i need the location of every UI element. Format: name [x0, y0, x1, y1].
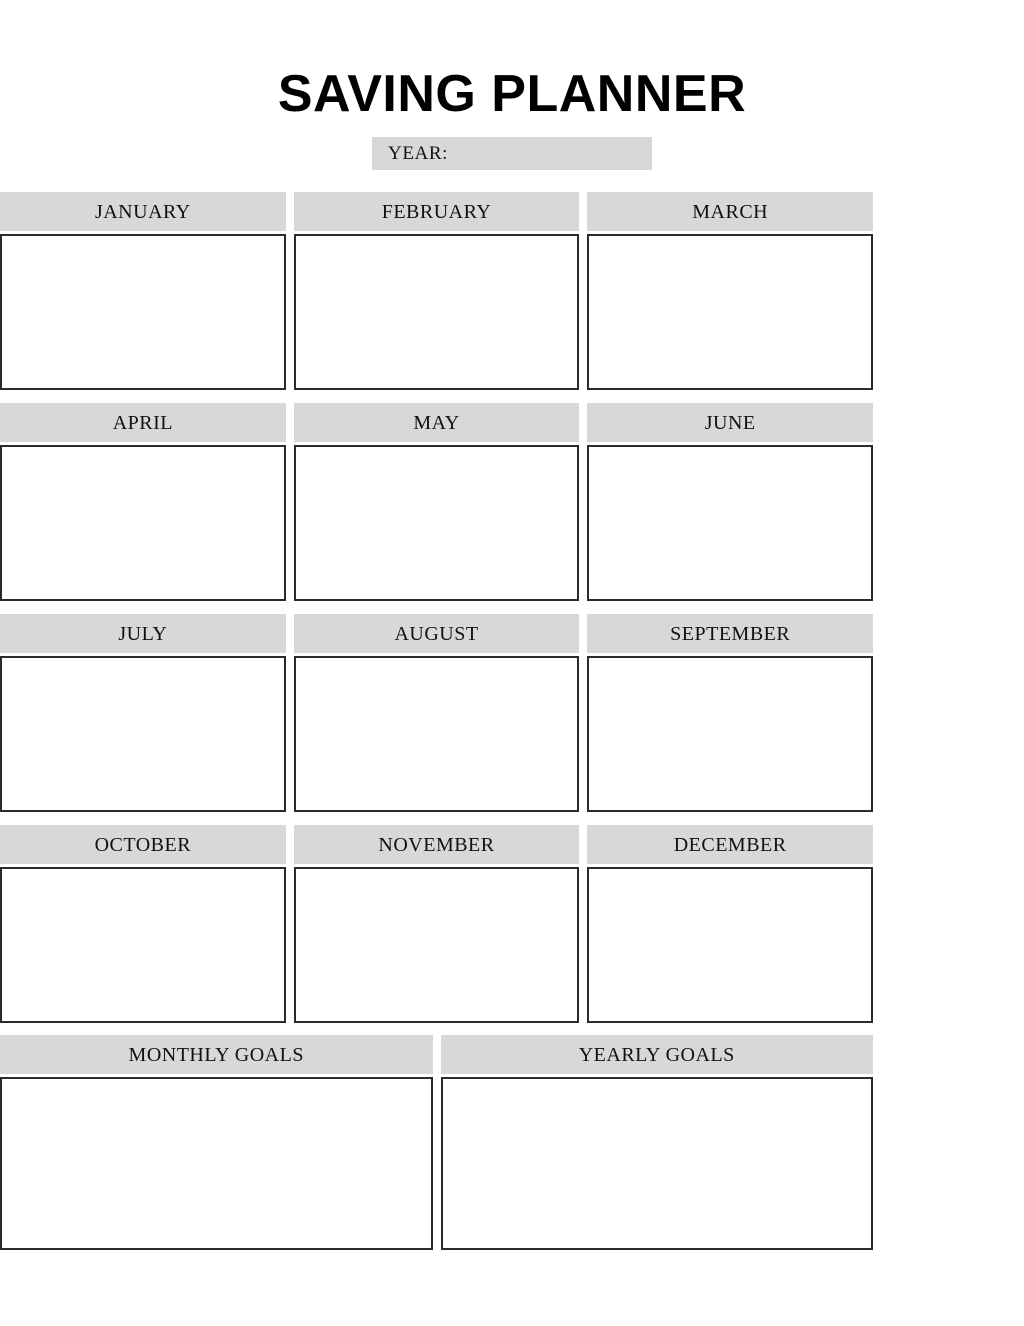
month-box-september[interactable] [587, 656, 873, 812]
month-header-december [587, 825, 873, 864]
goals-header-yearly [441, 1035, 874, 1074]
month-box-january[interactable] [0, 234, 286, 390]
month-header-november [294, 825, 580, 864]
month-header-row-3 [0, 614, 873, 653]
goals-header-label: YEARLY GOALS [578, 1043, 735, 1066]
month-box-november[interactable] [294, 867, 580, 1023]
month-header-label: DECEMBER [673, 833, 787, 856]
goals-box-monthly[interactable] [0, 1077, 433, 1250]
month-box-october[interactable] [0, 867, 286, 1023]
month-box-march[interactable] [587, 234, 873, 390]
goals-box-row [0, 1077, 873, 1250]
month-header-row-4 [0, 825, 873, 864]
month-header-february [294, 192, 580, 231]
month-header-label: MARCH [692, 200, 769, 223]
month-box-june[interactable] [587, 445, 873, 601]
goals-box-yearly[interactable] [441, 1077, 874, 1250]
month-box-august[interactable] [294, 656, 580, 812]
month-box-december[interactable] [587, 867, 873, 1023]
month-header-row-2 [0, 403, 873, 442]
goals-header-label: MONTHLY GOALS [128, 1043, 304, 1066]
month-header-label: AUGUST [394, 622, 479, 645]
month-header-june [587, 403, 873, 442]
month-header-september [587, 614, 873, 653]
month-header-july [0, 614, 286, 653]
month-box-row-3 [0, 656, 873, 812]
month-header-october [0, 825, 286, 864]
month-header-label: FEBRUARY [381, 200, 492, 223]
month-header-label: JUNE [704, 411, 756, 434]
month-header-label: OCTOBER [94, 833, 192, 856]
month-box-july[interactable] [0, 656, 286, 812]
month-header-label: MAY [413, 411, 460, 434]
month-header-label: JULY [118, 622, 168, 645]
month-header-march [587, 192, 873, 231]
month-header-may [294, 403, 580, 442]
month-box-row-2 [0, 445, 873, 601]
month-box-row-4 [0, 867, 873, 1023]
month-box-row-1 [0, 234, 873, 390]
month-box-may[interactable] [294, 445, 580, 601]
month-header-row-1 [0, 192, 873, 231]
goals-header-monthly [0, 1035, 433, 1074]
year-label: YEAR: [388, 142, 448, 164]
month-header-label: NOVEMBER [378, 833, 495, 856]
month-box-april[interactable] [0, 445, 286, 601]
month-header-april [0, 403, 286, 442]
page-title: SAVING PLANNER [277, 65, 747, 123]
month-header-label: APRIL [112, 411, 173, 434]
month-header-label: JANUARY [94, 200, 191, 223]
goals-header-row [0, 1035, 873, 1074]
month-header-august [294, 614, 580, 653]
month-header-january [0, 192, 286, 231]
month-header-label: SEPTEMBER [670, 622, 791, 645]
year-field[interactable] [372, 137, 652, 170]
month-box-february[interactable] [294, 234, 580, 390]
